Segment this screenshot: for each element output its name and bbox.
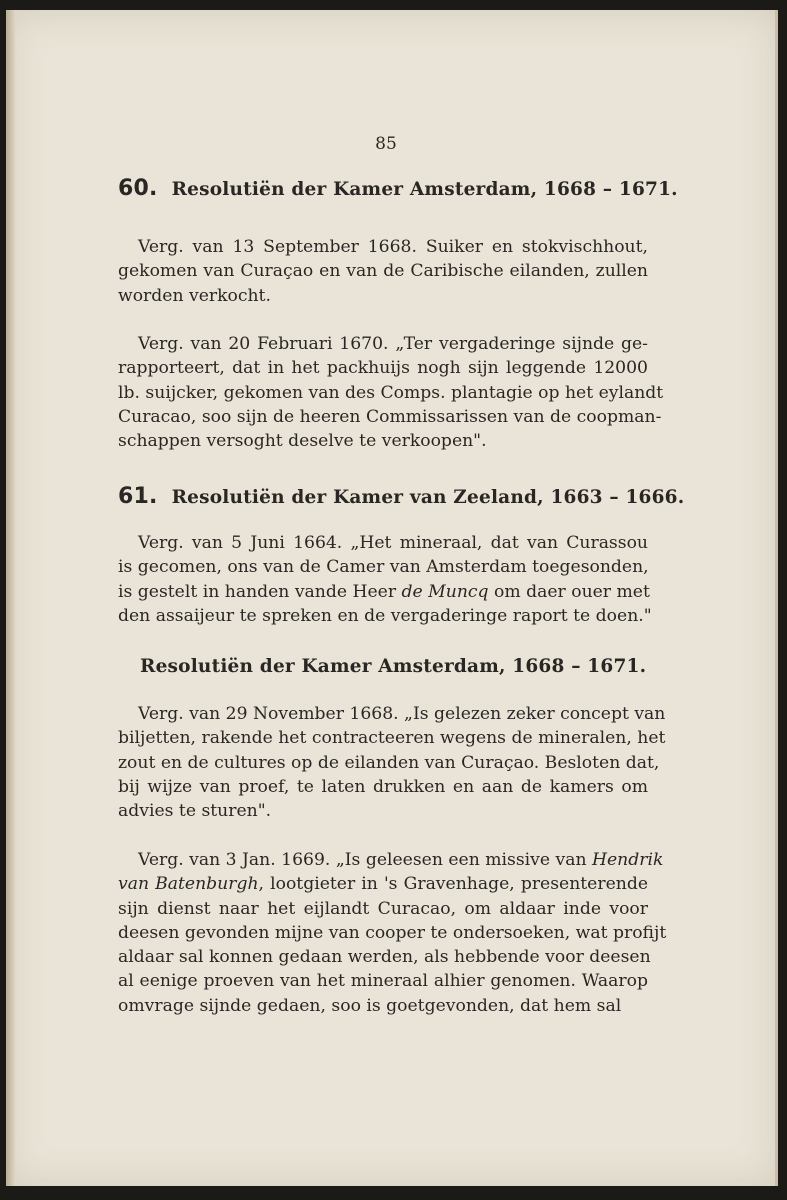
text-line — [118, 580, 648, 604]
text-line: aldaar sal konnen gedaan werden, als hebbende voor deesen — [118, 947, 651, 968]
text-line: biljetten, rakende het contracteeren wegens de mineralen, het — [118, 728, 666, 749]
text-line: worden verkocht. — [118, 285, 271, 306]
text-line: gekomen van Curaçao en van de Caribische eilanden, zullen — [118, 261, 648, 282]
section-60-paragraph-1 — [118, 235, 648, 308]
amsterdam-paragraph-1 — [118, 702, 666, 823]
text-line: schappen versoght deselve te verkoopen". — [118, 431, 487, 452]
text-line: bij wijze van proef, te laten drukken en aan de kamers om — [118, 776, 648, 797]
page-binding-edge — [6, 10, 15, 1186]
section-61-heading — [118, 484, 684, 509]
text-line — [118, 848, 664, 872]
text-line: Verg. van 20 Februari 1670. „Ter vergaderinge sijnde ge- — [138, 334, 648, 354]
person-name-hendrik: Hendrik — [592, 850, 664, 870]
text-line: advies te sturen". — [118, 801, 272, 822]
text-line: rapporteert, dat in het packhuijs nogh sijn leggende 12000 — [118, 358, 648, 379]
person-name-van-batenburgh: van Batenburgh — [118, 874, 259, 895]
section-61-number: 61. — [118, 484, 158, 509]
text-fragment: om daer ouer met — [488, 581, 650, 602]
document-page — [6, 10, 778, 1186]
text-line: zout en de cultures op de eilanden van Curaçao. Besloten dat, — [118, 752, 660, 773]
text-line: is gecomen, ons van de Camer van Amsterdam toegesonden, — [118, 557, 649, 578]
text-line: al eenige proeven van het mineraal alhier genomen. Waarop — [118, 971, 648, 992]
text-fragment: Verg. van 3 Jan. 1669. „Is geleesen een missive van — [138, 850, 592, 870]
person-name-de-muncq: de Muncq — [401, 581, 489, 602]
amsterdam-heading: Resolutiën der Kamer Amsterdam, 1668 – 1671. — [140, 656, 647, 677]
text-line: Verg. van 29 November 1668. „Is gelezen zeker concept van — [138, 704, 666, 724]
page-right-edge — [775, 10, 778, 1186]
section-61-paragraph-1 — [118, 531, 652, 628]
text-fragment: is gestelt in handen vande Heer — [118, 581, 402, 602]
text-line: deesen gevonden mijne van cooper te ondersoeken, wat profijt — [118, 922, 667, 943]
section-60-number: 60. — [118, 176, 158, 201]
text-line: Curacao, soo sijn de heeren Commissarissen van de coopman- — [118, 406, 662, 427]
text-line: Verg. van 13 September 1668. Suiker en stokvischhout, — [138, 237, 648, 257]
text-line — [118, 872, 648, 896]
text-line: sijn dienst naar het eijlandt Curacao, om aldaar inde voor — [118, 898, 648, 919]
text-line: den assaijeur te spreken en de vergaderinge raport te doen." — [118, 605, 652, 626]
page-number: 85 — [375, 134, 397, 154]
text-line: omvrage sijnde gedaen, soo is goetgevonden, dat hem sal — [118, 995, 622, 1016]
text-line: lb. suijcker, gekomen van des Comps. plantagie op het eylandt — [118, 382, 664, 403]
amsterdam-paragraph-2 — [118, 848, 667, 1018]
text-line: Verg. van 5 Juni 1664. „Het mineraal, dat van Curassou — [138, 533, 648, 553]
section-61-title: Resolutiën der Kamer van Zeeland, 1663 – 1666. — [171, 487, 685, 508]
section-60-paragraph-2 — [118, 332, 664, 453]
section-60-heading — [118, 176, 678, 201]
text-fragment: , lootgieter in 's Gravenhage, presenterende — [258, 874, 648, 895]
section-60-title: Resolutiën der Kamer Amsterdam, 1668 – 1671. — [171, 179, 678, 200]
